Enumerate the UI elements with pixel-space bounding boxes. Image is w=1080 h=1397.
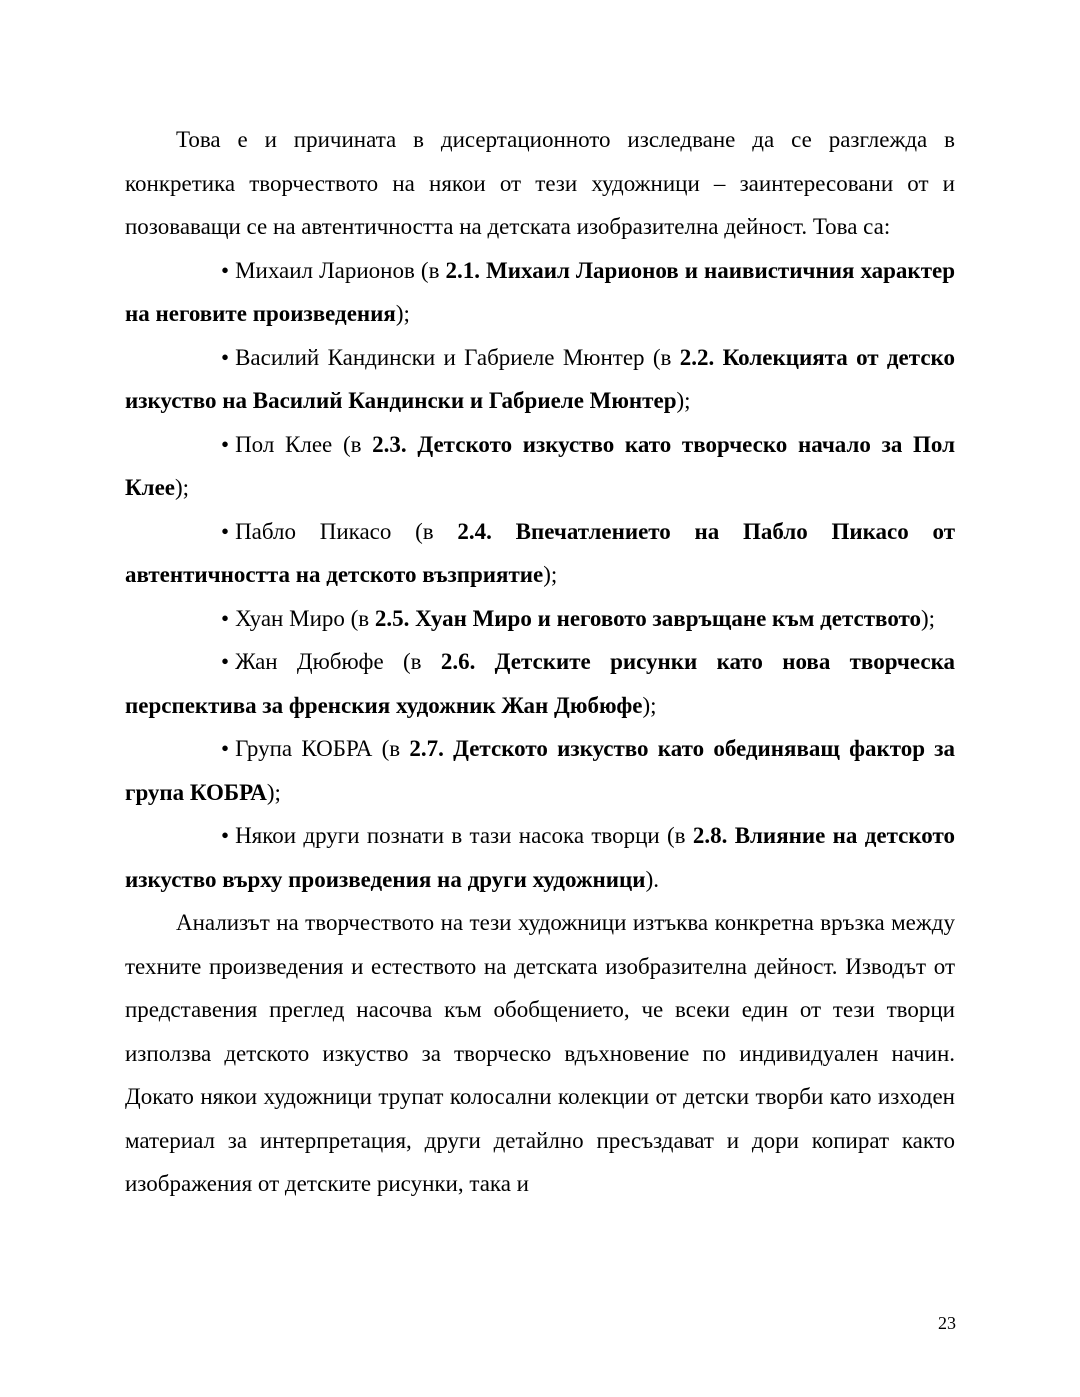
- list-item: • Михаил Ларионов (в 2.1. Михаил Ларионов и наивистичния характер на неговите произведения);: [125, 249, 955, 336]
- section-reference: 2.6. Детските рисунки като нова творческа перспектива за френския художник Жан Дюбюфе: [125, 649, 955, 718]
- page-body: [125, 118, 955, 1206]
- list-item: • Група КОБРА (в 2.7. Детското изкуство като обединяващ фактор за група КОБРА);: [125, 727, 955, 814]
- section-reference: 2.7. Детското изкуство като обединяващ фактор за група КОБРА: [125, 736, 955, 805]
- list-item: • Пол Клее (в 2.3. Детското изкуство като творческо начало за Пол Клее);: [125, 423, 955, 510]
- list-item: • Пабло Пикасо (в 2.4. Впечатлението на Пабло Пикасо от автентичността на детското възприятие);: [125, 510, 955, 597]
- section-reference: 2.5. Хуан Миро и неговото завръщане към детството: [374, 605, 922, 631]
- page-number: 23: [938, 1313, 956, 1333]
- section-reference: 2.4. Впечатлението на Пабло Пикасо от автентичността на детското възприятие: [125, 518, 955, 587]
- bullet-icon: •: [221, 257, 230, 283]
- intro-paragraph: Това е и причината в дисертационното изследване да се разглежда в конкретика творчеството на някои от тези художници – заинтересовани от и позоваващи се на автентичността на детската изобразителна дейност. Това са:: [125, 127, 955, 239]
- section-reference: 2.8. Влияние на детското изкуство върху произведения на други художници: [125, 823, 956, 892]
- section-reference: 2.3. Детското изкуство като творческо начало за Пол Клее: [125, 431, 955, 500]
- section-reference: 2.1. Михаил Ларионов и наивистичния характер на неговите произведения: [125, 257, 955, 326]
- bullet-icon: •: [221, 431, 230, 457]
- bullet-icon: •: [221, 518, 230, 544]
- bullet-icon: •: [221, 649, 230, 674]
- conclusion-paragraph: Анализът на творчеството на тези художници изтъква конкретна връзка между техните произведения и естеството на детската изобразителна дейност. Изводът от представения преглед насочва към обобщението, че всеки един от тези творци използва детското изкуство за творческо вдъхновение по индивидуален начин. Докато някои художници трупат колосални колекции от детски творби като изходен материал за интерпретация, други детайлно пресъздават и дори копират както изображения от детските рисунки, така и: [125, 910, 955, 1196]
- list-item: • Хуан Миро (в 2.5. Хуан Миро и неговото завръщане към детството);: [125, 597, 955, 641]
- list-item: • Василий Кандински и Габриеле Мюнтер (в 2.2. Колекцията от детско изкуство на Василий Кандински и Габриеле Мюнтер);: [125, 336, 955, 423]
- bullet-icon: •: [221, 823, 230, 848]
- bullet-icon: •: [221, 605, 230, 631]
- section-reference: 2.2. Колекцията от детско изкуство на Василий Кандински и Габриеле Мюнтер: [125, 344, 955, 413]
- bullet-icon: •: [221, 344, 230, 370]
- list-item: • Жан Дюбюфе (в 2.6. Детските рисунки като нова творческа перспектива за френския художник Жан Дюбюфе);: [125, 640, 955, 727]
- bullet-icon: •: [221, 736, 230, 761]
- list-item: • Някои други познати в тази насока творци (в 2.8. Влияние на детското изкуство върху произведения на други художници).: [125, 814, 955, 901]
